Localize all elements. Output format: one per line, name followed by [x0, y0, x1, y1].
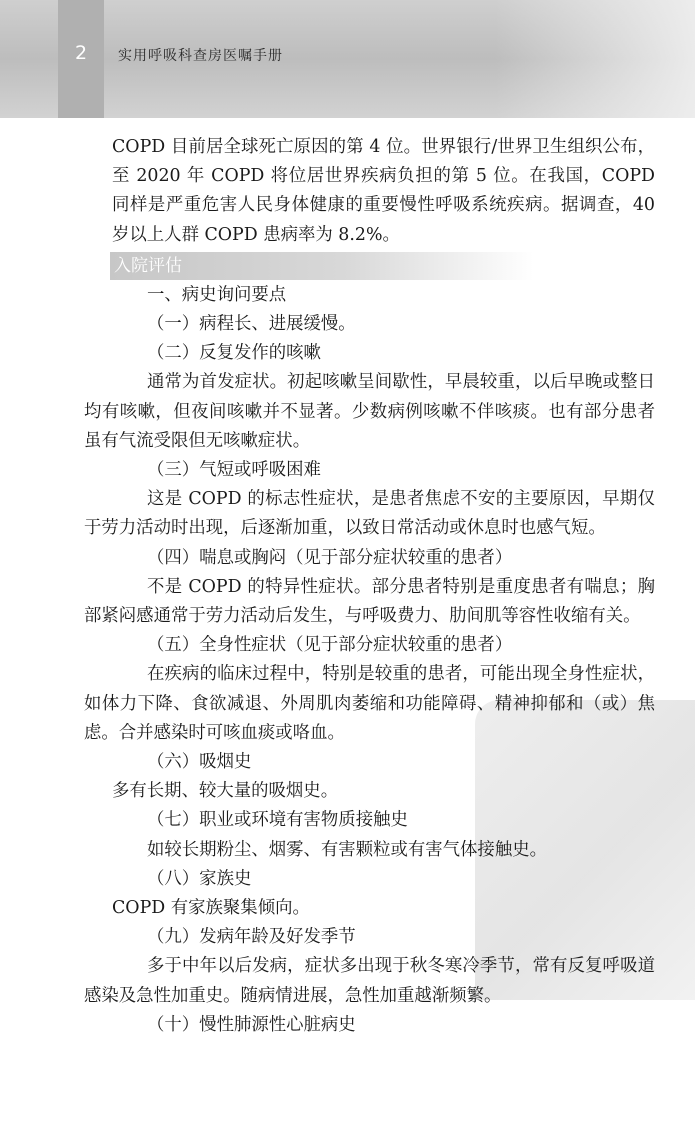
intro-paragraph: COPD 目前居全球死亡原因的第 4 位。世界银行/世界卫生组织公布，至 2020 年 COPD 将位居世界疾病负担的第 5 位。在我国，COPD 同样是严重危害人民身体健康的重要慢性呼吸系统疾病。据调查，40 岁以上人群 COPD 患病率为 8.2%。 [112, 137, 655, 245]
item-body: COPD 有家族聚集倾向。 [112, 898, 310, 919]
part-heading: 一、病史询问要点 [147, 284, 287, 305]
page-body [84, 133, 655, 1040]
item-body: 多于中年以后发病，症状多出现于秋冬寒冷季节，常有反复呼吸道感染及急性加重史。随病情进展，急性加重越渐频繁。 [84, 956, 655, 1006]
item-heading: （九）发病年龄及好发季节 [147, 927, 356, 948]
item-heading: （一）病程长、进展缓慢。 [147, 314, 356, 335]
item-heading: （五）全身性症状（见于部分症状较重的患者） [147, 635, 513, 656]
item-heading: （六）吸烟史 [147, 752, 252, 773]
item-heading: （八）家族史 [147, 868, 252, 889]
item-body: 在疾病的临床过程中，特别是较重的患者，可能出现全身性症状，如体力下降、食欲减退、外周肌肉萎缩和功能障碍、精神抑郁和（或）焦虑。合并感染时可咳血痰或咯血。 [84, 664, 655, 743]
section-heading: 入院评估 [110, 252, 534, 280]
item-body: 不是 COPD 的特异性症状。部分患者特别是重度患者有喘息；胸部紧闷感通常于劳力活动后发生，与呼吸费力、肋间肌等容性收缩有关。 [84, 576, 655, 627]
page-number: 2 [74, 42, 88, 64]
book-title: 实用呼吸科查房医嘱手册 [118, 48, 283, 64]
item-body: 如较长期粉尘、烟雾、有害颗粒或有害气体接触史。 [147, 839, 547, 860]
header-fade [495, 0, 695, 118]
item-body: 这是 COPD 的标志性症状，是患者焦虑不安的主要原因，早期仅于劳力活动时出现，后逐渐加重，以致日常活动或休息时也感气短。 [84, 489, 655, 539]
item-heading: （七）职业或环境有害物质接触史 [147, 810, 408, 831]
item-body: 多有长期、较大量的吸烟史。 [112, 781, 339, 802]
item-heading: （四）喘息或胸闷（见于部分症状较重的患者） [147, 547, 513, 568]
item-heading: （十）慢性肺源性心脏病史 [147, 1014, 356, 1035]
item-heading: （三）气短或呼吸困难 [147, 460, 321, 481]
item-body: 通常为首发症状。初起咳嗽呈间歇性，早晨较重，以后早晚或整日均有咳嗽，但夜间咳嗽并不显著。少数病例咳嗽不伴咳痰。也有部分患者虽有气流受限但无咳嗽症状。 [84, 372, 655, 451]
item-heading: （二）反复发作的咳嗽 [147, 343, 321, 364]
